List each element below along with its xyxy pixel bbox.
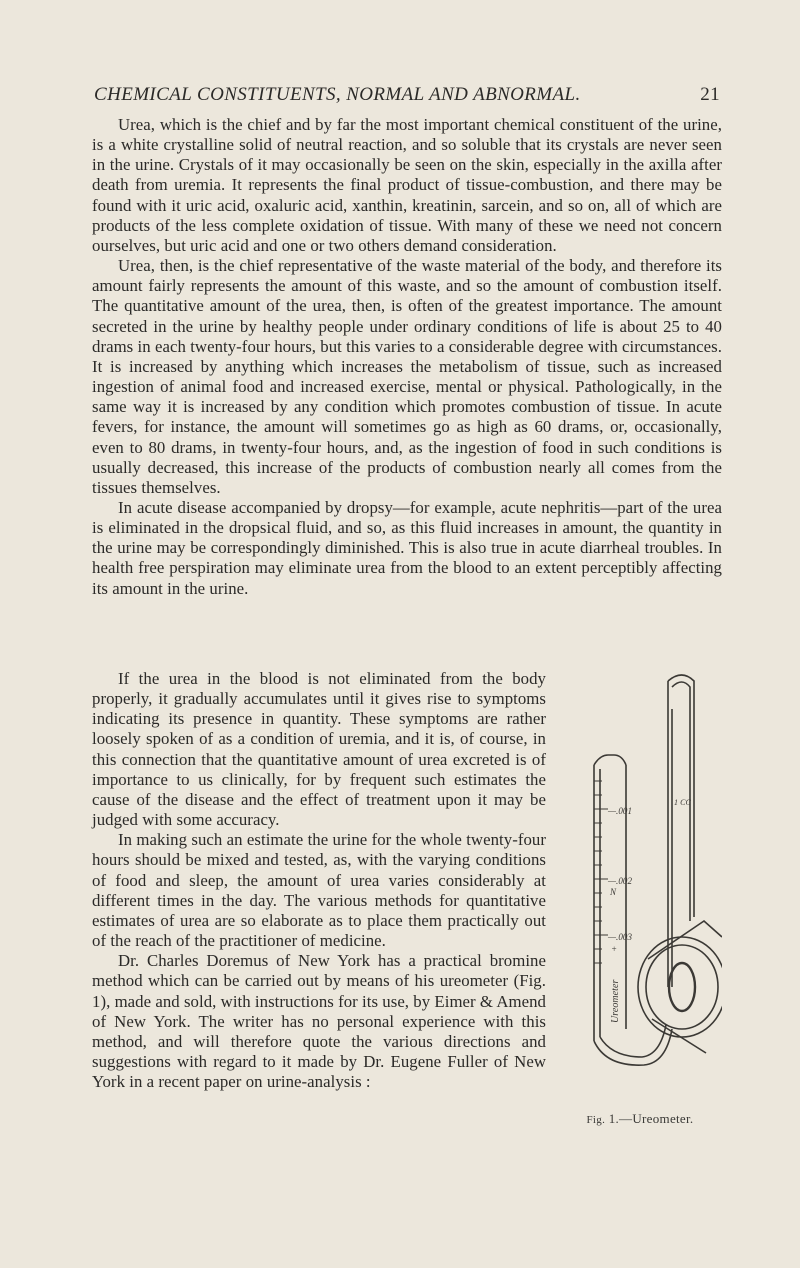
scale-label-n: N bbox=[610, 887, 617, 897]
figure-caption bbox=[552, 1109, 728, 1130]
scale-label-001: —.001 bbox=[608, 806, 633, 816]
page-number: 21 bbox=[700, 84, 720, 105]
scale-label-002: —.002 bbox=[608, 876, 633, 886]
paragraph-uremia: If the urea in the blood is not eliminated from the body properly, it gradually accumulates until it gives rise to symptoms indicating its presence in quantity. These symptoms are rather loosely spoken of as a condition of uremia, and it is, of course, in this connection that the quantitative amount of urea excreted is of importance to us clinically, for by frequent such estimates the cause of the disease and the effect of treatment upon it may be judged with some accuracy. bbox=[92, 669, 546, 830]
paragraph-urea-intro: Urea, which is the chief and by far the most important chemical constituent of the urine, is a white crystalline solid of neutral reaction, and so soluble that its crystals are never seen in the urine. Crystals of it may occasionally be seen on the skin, especially in the axilla after death from uremia. It represents the final product of tissue-combustion, and there may be found with it uric acid, oxaluric acid, xanthin, kreatinin, sarcein, and so on, all of which are products of the less complete oxidation of tissue. With many of these we need not concern ourselves, but uric acid and one or two others demand consideration. bbox=[92, 115, 722, 255]
body-text-wrapped bbox=[92, 669, 722, 1126]
body-text-upper bbox=[92, 115, 722, 599]
paragraph-urea-waste: Urea, then, is the chief representative of the waste material of the body, and therefore its amount fairly represents the amount of this waste, and so the amount of combustion itself. The quantitative amount of the urea, then, is often of the greatest importance. The amount secreted in the urine by healthy people under ordinary conditions of life is about 25 to 40 drams in each twenty-four hours, but this varies to a considerable degree with circumstances. It is increased by anything which increases the metabolism of tissue, such as increased ingestion of animal food and increased exercise, mental or physical. Pathologically, in the same way it is increased by any condition which promotes combustion of tissue. In acute fevers, for instance, the amount will sometimes go as high as 60 drams, or, occasionally, even to 80 drams, in twenty-four hours, and, as the ingestion of food in such conditions is usually decreased, this increase of the products of combustion nearly all comes from the tissues themselves. bbox=[92, 256, 722, 497]
ureometer-illustration bbox=[556, 669, 722, 1105]
paragraph-estimate: In making such an estimate the urine for the whole twenty-four hours should be mixed and tested, as, with the varying conditions of food and sleep, the amount of urea varies considerably at different times in the day. The various methods for quantitative estimates of urea are so elaborate as to place them practically out of the reach of the practitioner of medicine. bbox=[92, 830, 546, 951]
paragraph-dropsy: In acute disease accompanied by dropsy—for example, acute nephritis—part of the urea is eliminated in the dropsical fluid, and so, as this fluid increases in amount, the quantity in the urine may be correspondingly diminished. This is also true in acute diarrheal troubles. In health free perspiration may eliminate urea from the blood to an extent perceptibly affecting its amount in the urine. bbox=[92, 497, 722, 598]
ureometer-vertical-label: Ureometer bbox=[610, 979, 621, 1023]
paragraph-doremus: Dr. Charles Doremus of New York has a practical bromine method which can be carried out by means of his ureometer (Fig. 1), made and sold, with instructions for its use, by Eimer & Amend of New York. The writer has no personal experience with this method, and will therefore quote the various directions and suggestions with regard to it made by Dr. Eugene Fuller of New York in a recent paper on urine-analysis : bbox=[92, 951, 546, 1092]
scale-label-003: —.003 bbox=[608, 932, 633, 942]
figure-ureometer bbox=[552, 669, 722, 1126]
right-tube-label: 1 CC bbox=[674, 798, 691, 807]
figure-caption-text: 1.—Ureometer. bbox=[608, 1111, 694, 1126]
scale-label-plus: + bbox=[611, 944, 618, 954]
running-header bbox=[94, 84, 720, 110]
figure-caption-prefix: Fig. bbox=[586, 1114, 606, 1126]
running-title: CHEMICAL CONSTITUENTS, NORMAL AND ABNORMAL. bbox=[94, 84, 581, 105]
